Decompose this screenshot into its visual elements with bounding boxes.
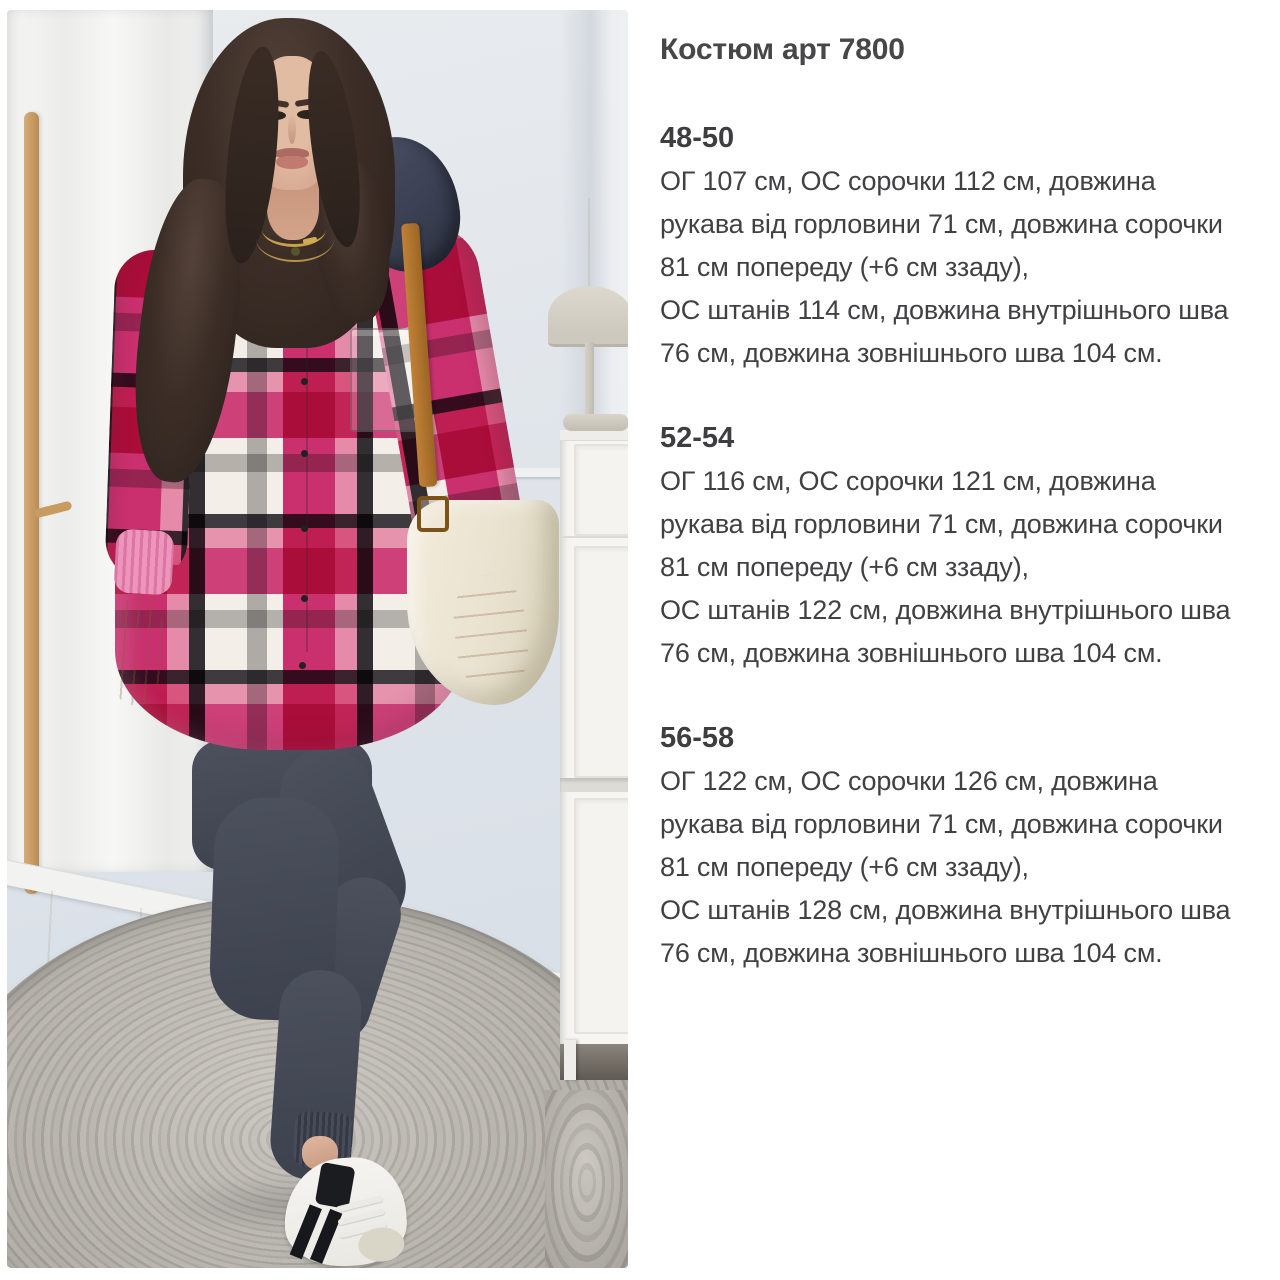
product-title: Костюм арт 7800 <box>660 33 905 66</box>
spec-line: рукава від горловини 71 см, довжина сорочки <box>660 209 1223 239</box>
size-section-52-54 <box>660 417 1270 675</box>
spec-line: 76 см, довжина зовнішнього шва 104 см. <box>660 638 1163 668</box>
spec-line: 81 см попереду (+6 см ззаду), <box>660 852 1029 882</box>
spec-line: рукава від горловини 71 см, довжина сорочки <box>660 509 1223 539</box>
size-heading: 56-58 <box>660 722 735 754</box>
spec-line: 81 см попереду (+6 см ззаду), <box>660 252 1029 282</box>
shirt-button <box>301 595 308 602</box>
shirt-button <box>299 662 306 669</box>
spec-line: 81 см попереду (+6 см ззаду), <box>660 552 1029 582</box>
model <box>7 10 628 1268</box>
necklace-choker <box>262 212 326 247</box>
spec-line: ОГ 116 см, ОС сорочки 121 см, довжина <box>660 466 1156 496</box>
size-heading: 52-54 <box>660 422 735 454</box>
size-specs <box>660 25 1270 975</box>
spec-line: ОС штанів 128 см, довжина внутрішнього шва <box>660 895 1231 925</box>
shirt-button <box>301 378 308 385</box>
nose <box>288 114 296 144</box>
product-photo <box>7 10 628 1268</box>
spec-line: ОГ 122 см, ОС сорочки 126 см, довжина <box>660 766 1158 796</box>
necklace-pendant <box>291 247 300 256</box>
size-section-56-58 <box>660 717 1270 975</box>
size-section-48-50 <box>660 117 1270 375</box>
spec-line: 76 см, довжина зовнішнього шва 104 см. <box>660 338 1163 368</box>
spec-line: ОГ 107 см, ОС сорочки 112 см, довжина <box>660 166 1156 196</box>
lower-lip <box>276 156 308 169</box>
left-sleeve-cuff <box>113 529 174 596</box>
shirt-button <box>301 525 308 532</box>
spec-line: рукава від горловини 71 см, довжина сорочки <box>660 809 1223 839</box>
strap-buckle <box>417 496 449 532</box>
size-heading: 48-50 <box>660 122 735 154</box>
shirt-button <box>301 450 308 457</box>
spec-line: ОС штанів 122 см, довжина внутрішнього шва <box>660 595 1231 625</box>
spec-line: 76 см, довжина зовнішнього шва 104 см. <box>660 938 1163 968</box>
spec-line: ОС штанів 114 см, довжина внутрішнього шва <box>660 295 1229 325</box>
